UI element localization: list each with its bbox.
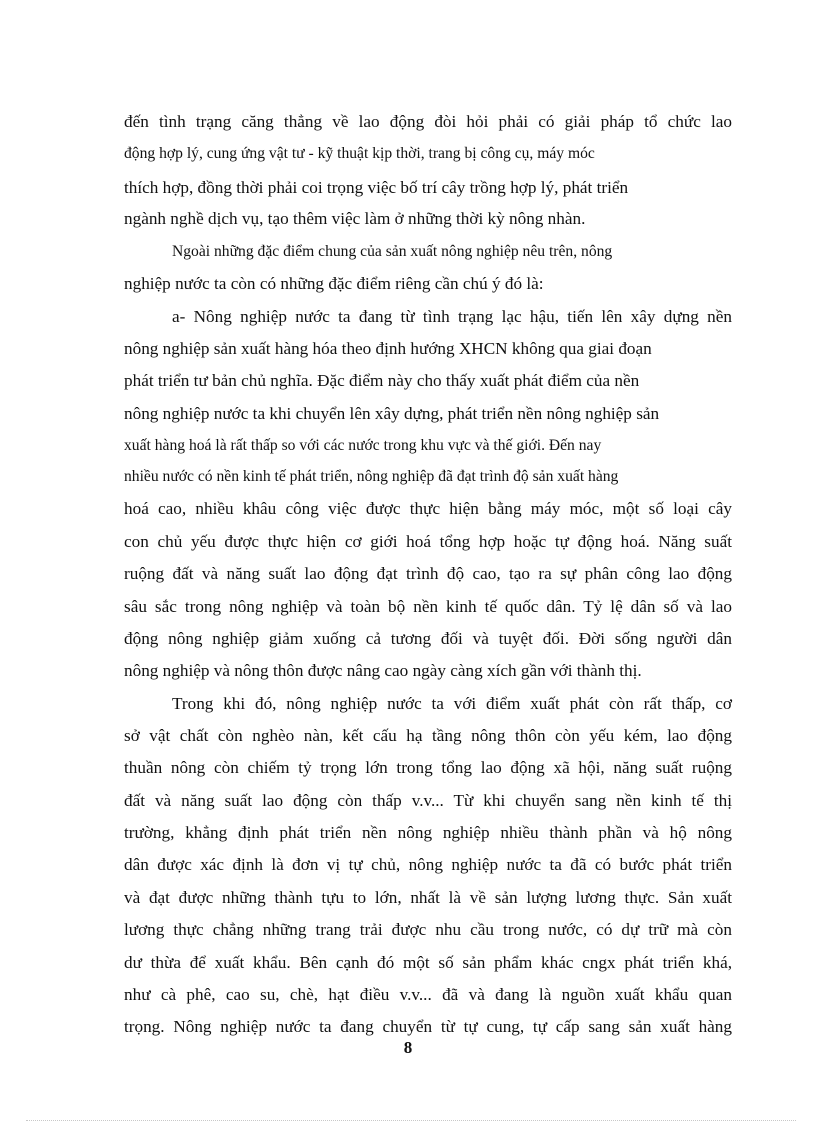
text-line: như cà phê, cao su, chè, hạt điều v.v... đã và đang là nguồn xuất khẩu quan [124, 985, 732, 1004]
text-line: trường, khẳng định phát triển nền nông nghiệp nhiều thành phần và hộ nông [124, 823, 732, 842]
text-line: thuần nông còn chiếm tỷ trọng lớn trong tổng lao động xã hội, năng suất ruộng [124, 758, 732, 777]
text-line: đến tình trạng căng thẳng về lao động đòi hỏi phải có giải pháp tổ chức lao [124, 112, 732, 131]
text-line: trọng. Nông nghiệp nước ta đang chuyển từ tự cung, tự cấp sang sản xuất hàng [124, 1017, 732, 1036]
text-line: nghiệp nước ta còn có những đặc điểm riêng cần chú ý đó là: [124, 274, 544, 293]
text-line: nông nghiệp và nông thôn được nâng cao ngày càng xích gần với thành thị. [124, 661, 642, 680]
text-line: và đạt được những thành tựu to lớn, nhất là về sản lượng lương thực. Sản xuất [124, 888, 732, 907]
text-line: nông nghiệp nước ta khi chuyển lên xây dựng, phát triển nền nông nghiệp sản [124, 404, 660, 423]
text-line: a- Nông nghiệp nước ta đang từ tình trạng lạc hậu, tiến lên xây dựng nền [172, 307, 732, 326]
text-line: đất và năng suất lao động còn thấp v.v... Từ khi chuyển sang nền kinh tế thị [124, 791, 732, 810]
text-line: nhiều nước có nền kinh tế phát triển, nông nghiệp đã đạt trình độ sản xuất hàng [124, 468, 619, 485]
text-line: xuất hàng hoá là rất thấp so với các nước trong khu vực và thế giới. Đến nay [124, 437, 602, 454]
text-line: phát triển tư bản chủ nghĩa. Đặc điểm này cho thấy xuất phát điểm của nền [124, 371, 640, 390]
text-line: thích hợp, đồng thời phải coi trọng việc bố trí cây trồng hợp lý, phát triển [124, 178, 629, 197]
text-line: động nông nghiệp giảm xuống cả tương đối và tuyệt đối. Đời sống người dân [124, 629, 732, 648]
text-line: động hợp lý, cung ứng vật tư - kỹ thuật kịp thời, trang bị công cụ, máy móc [124, 145, 595, 162]
text-line: ngành nghề dịch vụ, tạo thêm việc làm ở những thời kỳ nông nhàn. [124, 209, 586, 228]
text-line: sở vật chất còn nghèo nàn, kết cấu hạ tầng nông thôn còn yếu kém, lao động [124, 726, 732, 745]
text-line: con chủ yếu được thực hiện cơ giới hoá tổng hợp hoặc tự động hoá. Năng suất [124, 532, 732, 551]
text-line: ruộng đất và năng suất lao động đạt trình độ cao, tạo ra sự phân công lao động [124, 564, 732, 583]
page-bottom-border [26, 1120, 796, 1121]
page-number: 8 [403, 1038, 413, 1057]
text-line: sâu sắc trong nông nghiệp và toàn bộ nền kinh tế quốc dân. Tỷ lệ dân số và lao [124, 597, 732, 616]
text-line: Ngoài những đặc điểm chung của sản xuất nông nghiệp nêu trên, nông [172, 243, 613, 260]
text-line: nông nghiệp sản xuất hàng hóa theo định hướng XHCN không qua giai đoạn [124, 339, 652, 358]
text-line: Trong khi đó, nông nghiệp nước ta với điểm xuất phát còn rất thấp, cơ [172, 694, 732, 713]
text-line: lương thực chẳng những trang trải được nhu cầu trong nước, có dự trữ mà còn [124, 920, 732, 939]
text-line: hoá cao, nhiều khâu công việc được thực hiện bằng máy móc, một số loại cây [124, 499, 732, 518]
text-line: dân được xác định là đơn vị tự chủ, nông nghiệp nước ta đã có bước phát triển [124, 855, 732, 874]
text-line: dư thừa để xuất khẩu. Bên cạnh đó một số sản phẩm khác cngx phát triển khá, [124, 953, 732, 972]
